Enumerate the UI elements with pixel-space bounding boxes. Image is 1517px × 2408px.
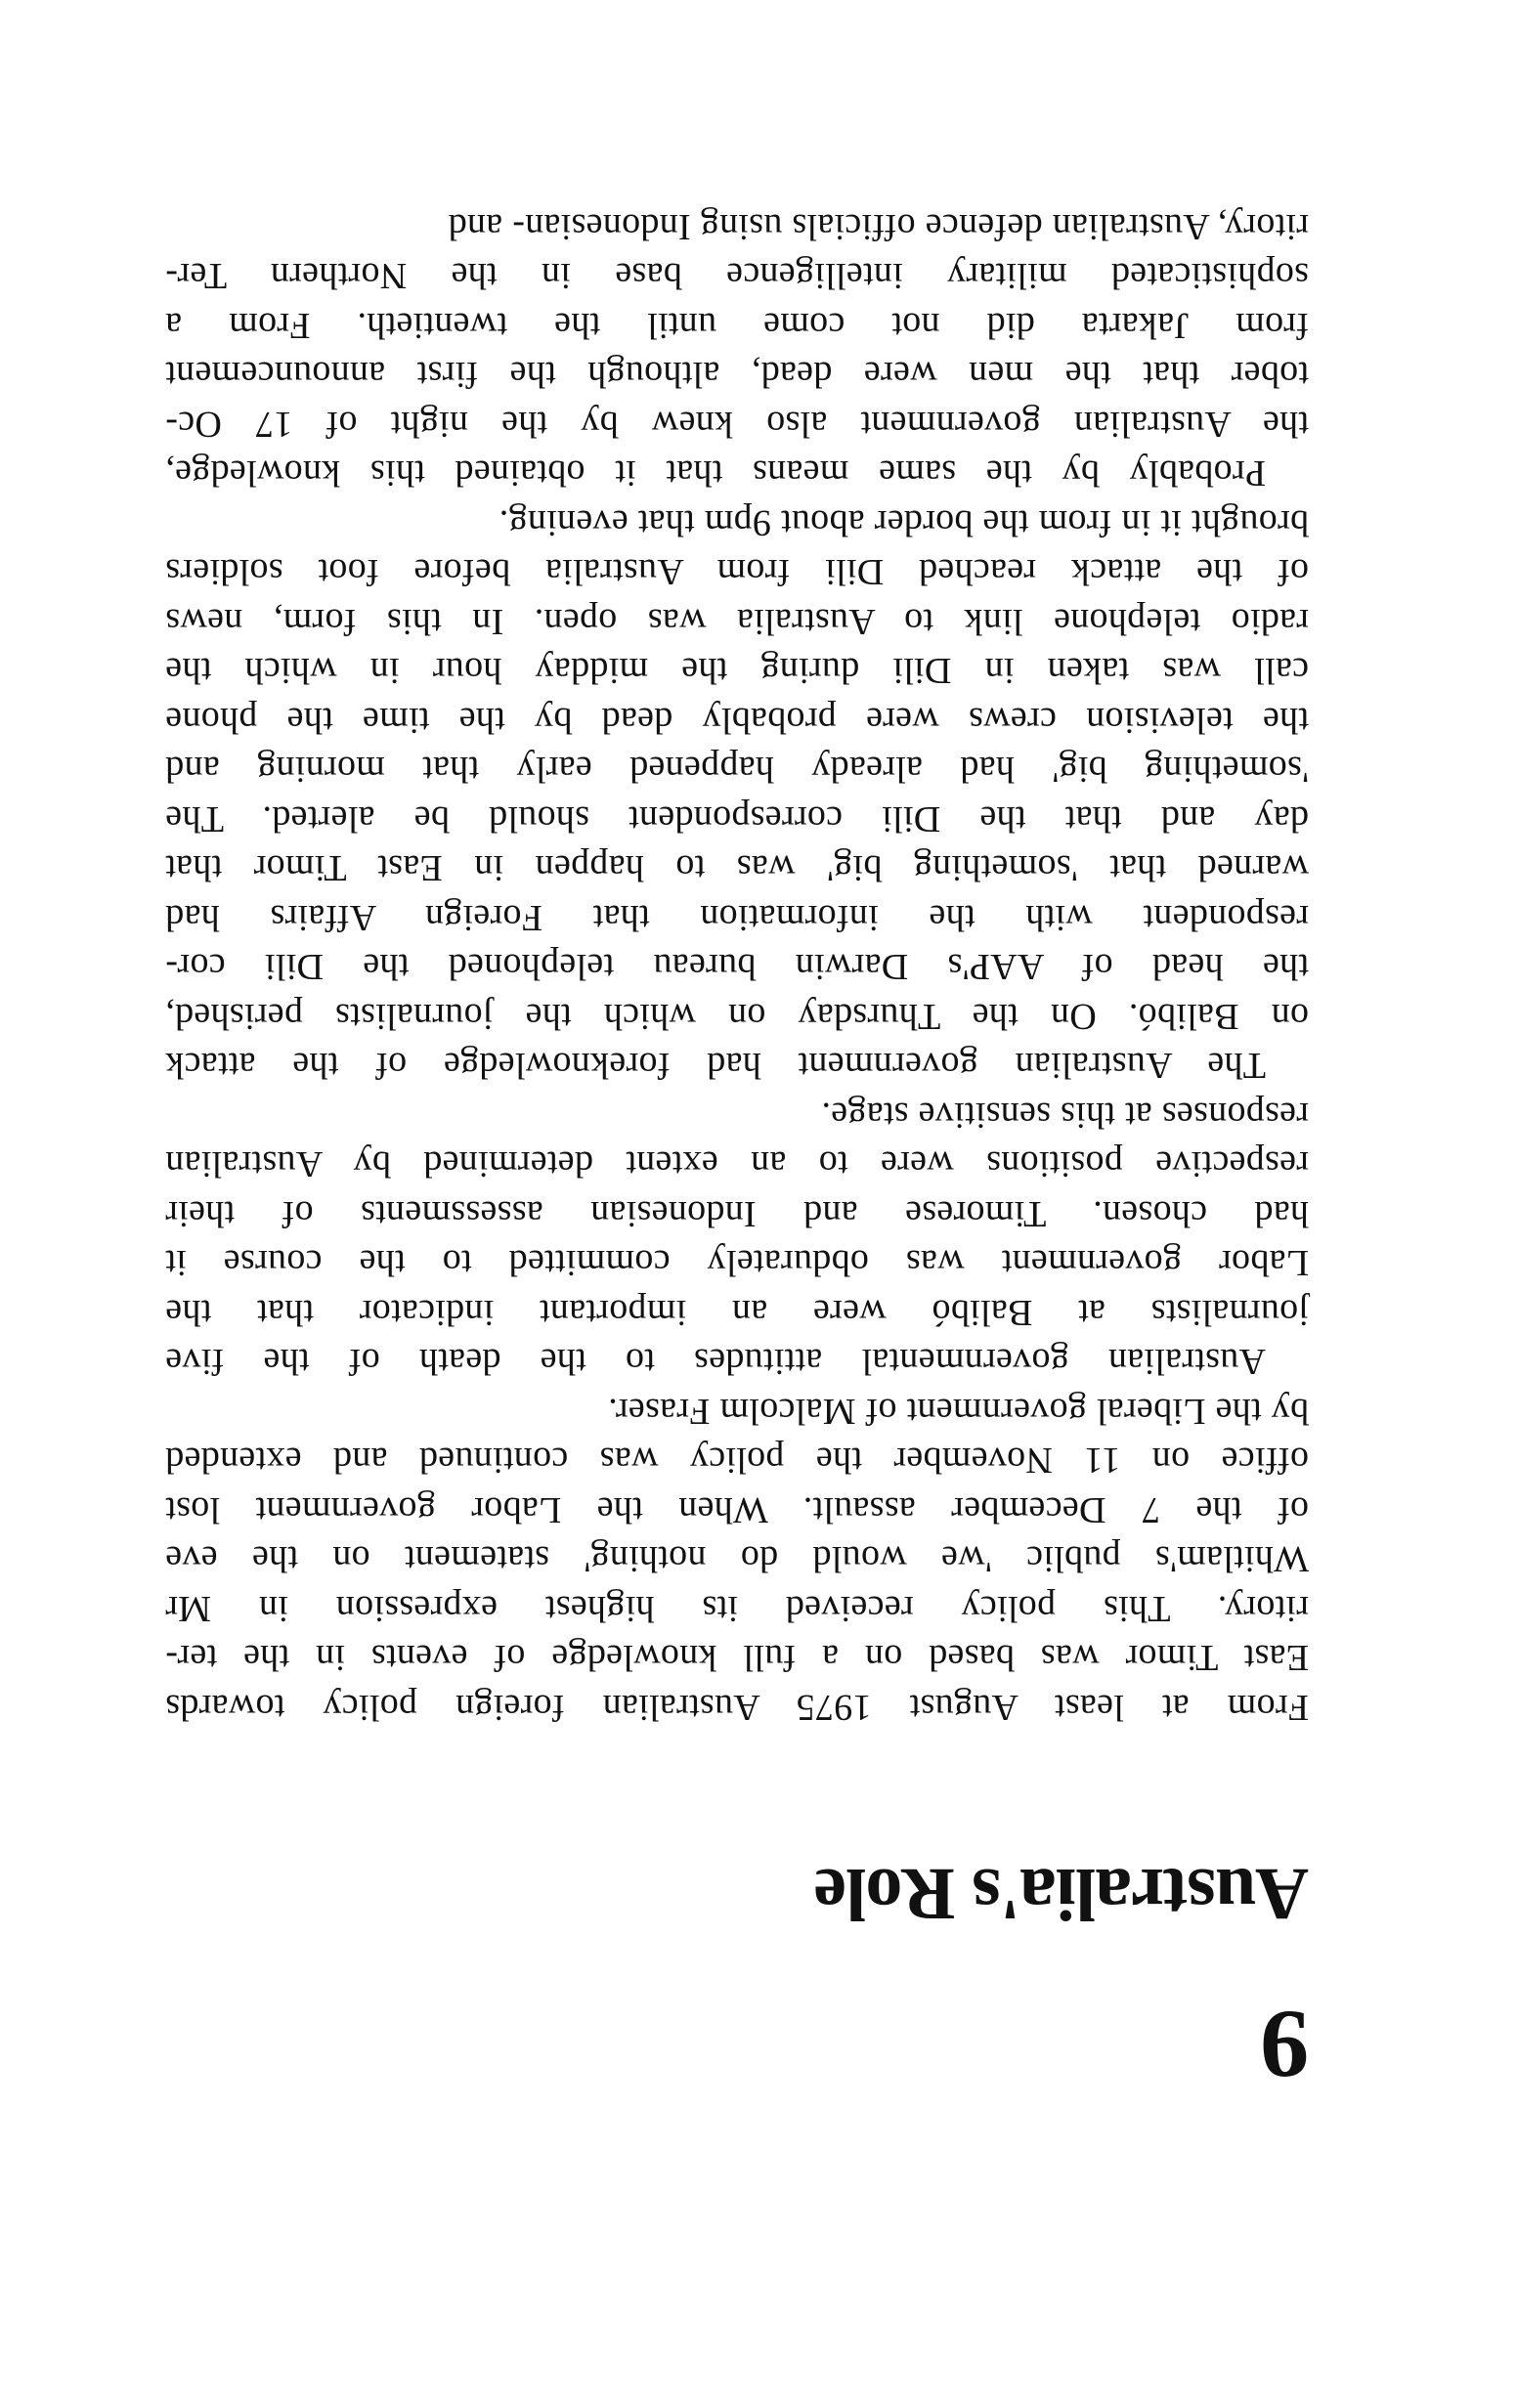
text-line: call was taken in Dili during the midday hour in which the	[165, 650, 1309, 692]
text-line: brought it in from the border about 9pm that evening.	[498, 502, 1309, 543]
text-line: respondent with the information that Foreign Affairs had	[165, 897, 1309, 938]
text-line: tober that the men were dead, although the first announcement	[165, 354, 1309, 396]
text-line: the television crews were probably dead by the time the phone	[165, 700, 1309, 741]
text-line: sophisticated military intelligence base in the Northern Ter-	[165, 255, 1309, 297]
text-line: East Timor was based on a full knowledge of events in the ter-	[165, 1637, 1309, 1679]
text-line: had chosen. Timorese and Indonesian assessments of their	[165, 1193, 1309, 1234]
text-line: Probably by the same means that it obtained this knowledge,	[165, 452, 1266, 494]
text-line: radio telephone link to Australia was open. In this form, news	[165, 601, 1309, 642]
text-line: office on 11 November the policy was continued and extended	[165, 1440, 1309, 1482]
text-line: responses at this sensitive stage.	[821, 1095, 1309, 1136]
text-line: by the Liberal government of Malcolm Fraser.	[607, 1391, 1309, 1432]
paragraph	[165, 498, 1309, 1091]
text-line: Whitlam's public 'we would do nothing' statement on the eve	[165, 1538, 1309, 1580]
chapter-title: Australia's Role	[814, 1853, 1309, 1935]
text-line: from Jakarta did not come until the twentieth. From a	[165, 305, 1309, 346]
text-line: ritory. This policy received its highest expression in Mr	[165, 1588, 1309, 1629]
text-line: on Balibó. On the Thursday on which the journalists perished,	[165, 996, 1309, 1037]
text-line: ritory, Australian defence officials using Indonesian- and	[448, 206, 1309, 247]
text-line: warned that 'something big' was to happen in East Timor that	[165, 847, 1309, 889]
text-line: of the attack reached Dili from Australia before foot soldiers	[165, 551, 1309, 593]
chapter-number: 9	[1260, 1991, 1309, 2099]
text-line: Labor government was obdurately committed to the course it	[165, 1242, 1309, 1284]
text-line: the head of AAP's Darwin bureau telephoned the Dili cor-	[165, 946, 1309, 988]
text-line: 'something big' had already happened early that morning and	[165, 749, 1309, 791]
paragraph	[165, 1091, 1309, 1387]
text-line: The Australian government had foreknowledge of the attack	[165, 1045, 1266, 1087]
chapter-body	[165, 202, 1309, 1733]
text-line: respective positions were to an extent determined by Australian	[165, 1143, 1309, 1185]
paragraph	[165, 202, 1309, 498]
text-line: the Australian government also knew by the night of 17 Oc-	[165, 404, 1309, 445]
text-line: Australian governmental attitudes to the death of the five	[165, 1341, 1266, 1383]
text-line: day and that the Dili correspondent should be alerted. The	[165, 798, 1309, 839]
text-line: From at least August 1975 Australian foreign policy towards	[165, 1687, 1309, 1728]
text-line: journalists at Balibó were an important indicator that the	[165, 1292, 1309, 1333]
text-line: of the 7 December assault. When the Labor government lost	[165, 1489, 1309, 1530]
paragraph	[165, 1387, 1309, 1733]
